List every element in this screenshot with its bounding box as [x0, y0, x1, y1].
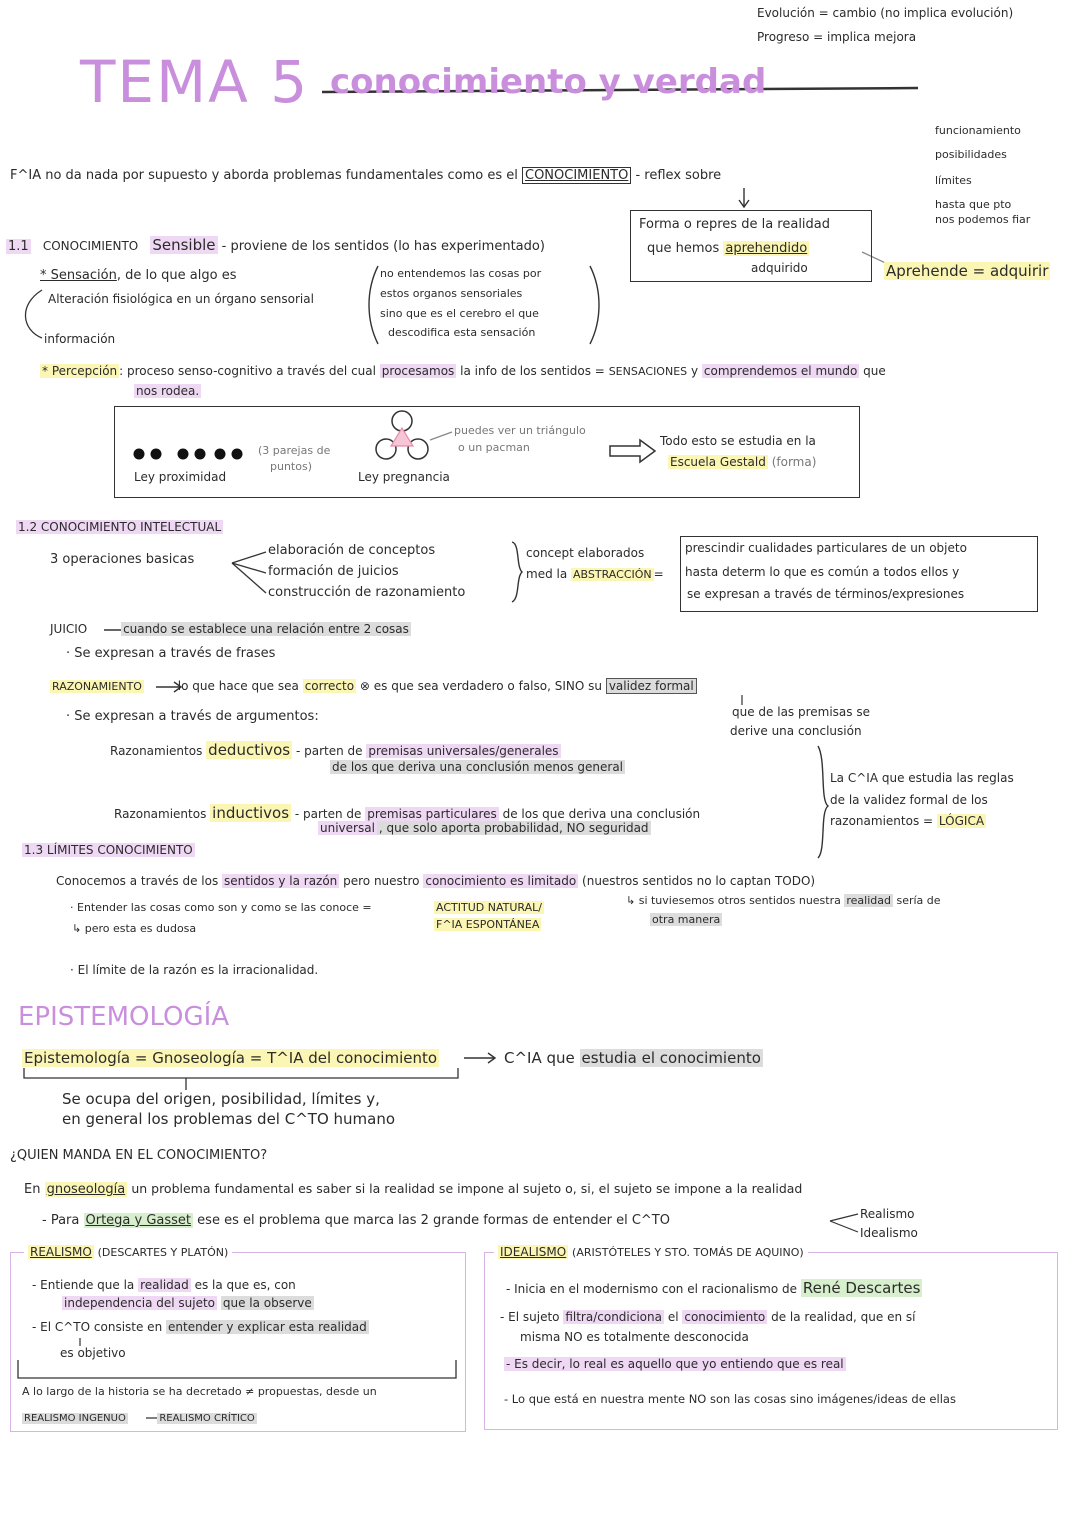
actitud-espontanea: [434, 918, 541, 931]
realismo-word: Realismo: [860, 1207, 915, 1221]
intro-text: F^IA no da nada por supuesto y aborda problemas fundamentales como es el: [10, 168, 518, 183]
ley-pregnancia: Ley pregnancia: [358, 470, 450, 484]
sentidos-razon: sentidos y la razón: [224, 874, 338, 888]
sensacion-rest: , de lo que algo es: [116, 268, 237, 283]
ideal-b1a: - Inicia en el modernismo con el racionalismo de: [506, 1282, 798, 1296]
juicio-frases: · Se expresan a través de frases: [66, 646, 276, 661]
ded-e: de los que deriva una conclusión menos general: [332, 760, 624, 774]
conocimiento-word: CONOCIMIENTO: [522, 167, 631, 184]
operaciones-text: 3 operaciones basicas: [50, 552, 195, 567]
side-note: hasta que pto: [935, 198, 1012, 211]
ded-e-line: [330, 760, 625, 774]
limite-text: · El límite de la razón es la irracionalidad.: [70, 963, 319, 977]
perc-text-2: la info de los sentidos =: [460, 364, 605, 378]
note-progreso: Progreso = implica mejora: [757, 30, 917, 44]
en-word: En: [24, 1182, 41, 1197]
ley-proximidad: Ley proximidad: [134, 470, 227, 484]
universal-word: universal: [320, 821, 375, 835]
perc-text-5: [134, 384, 201, 398]
concept-text-2: med la ABSTRACCIÓN =: [526, 567, 664, 581]
ocupa-line: Se ocupa del origen, posibilidad, límites y,: [62, 1090, 380, 1108]
razonamiento-word: RAZONAMIENTO: [52, 680, 142, 693]
realismo-b2: [32, 1320, 369, 1334]
procesamos-word: procesamos: [381, 364, 455, 378]
s13-title: [22, 843, 195, 857]
ind-a: Razonamientos: [114, 807, 207, 821]
intro-line: [10, 168, 721, 184]
ocupa-line: en general los problemas del C^TO humano: [62, 1110, 396, 1128]
side-note: límites: [935, 174, 972, 187]
percepcion-line: [40, 364, 886, 378]
realismo-ingenuo: REALISMO INGENUO: [24, 1413, 126, 1424]
otra-manera: otra manera: [652, 913, 721, 926]
operacion-item: construcción de razonamiento: [268, 585, 466, 600]
concept-text: concept elaborados: [526, 546, 645, 560]
perc-text-1: : proceso senso-cognitivo a través del cual: [119, 364, 376, 378]
logica-text: razonamientos =: [830, 814, 934, 828]
gnoseo-line: [24, 1181, 802, 1198]
aprehende-def: [884, 262, 1050, 280]
informacion-text: información: [44, 332, 116, 346]
actitud-natural: [434, 901, 544, 914]
realismo-title: [24, 1245, 232, 1259]
operacion-item: elaboración de conceptos: [268, 543, 436, 558]
s13-a: Conocemos a través de los: [56, 874, 219, 888]
idealismo-title-text: IDEALISMO: [500, 1245, 567, 1259]
dudosa-text: ↳ pero esta es dudosa: [72, 922, 197, 935]
independencia: independencia del sujeto: [64, 1296, 216, 1310]
idealismo-b1: [506, 1279, 922, 1297]
side-note: posibilidades: [935, 148, 1007, 161]
rene-descartes: René Descartes: [802, 1279, 921, 1297]
sensacion-line: [40, 268, 236, 284]
forma-box: [630, 210, 872, 282]
gnoseologia-word: gnoseología: [46, 1182, 126, 1197]
note-evolucion: Evolución = cambio (no implica evolución): [757, 6, 1014, 20]
logica-line: La C^IA que estudia las reglas: [830, 771, 1014, 785]
premisas-universales: premisas universales/generales: [368, 744, 559, 758]
parejas-text: puntos): [270, 460, 312, 473]
realismo-title-text: REALISMO: [30, 1245, 92, 1259]
s11-def: - proviene de los sentidos (lo has experimentado): [221, 239, 545, 254]
abstraccion-word: ABSTRACCIÓN: [573, 568, 652, 581]
validez-formal: validez formal: [606, 678, 697, 694]
deductivos-line: [110, 741, 561, 759]
epist-cia: [504, 1049, 763, 1067]
idealismo-b3: [504, 1357, 846, 1371]
ingenuo-critico: [22, 1411, 257, 1425]
box-line-1: Forma o repres de la realidad: [639, 217, 831, 232]
ideal-b2e: de la realidad, que en sí: [771, 1310, 916, 1324]
percepcion-word: * Percepción: [42, 364, 118, 378]
perc-text-3: y: [690, 364, 699, 378]
perc-text-4: que: [863, 364, 886, 378]
s11-label: CONOCIMIENTO: [42, 239, 139, 253]
estudia-text: estudia el conocimiento: [581, 1049, 761, 1067]
escuela-gestald: Escuela Gestald: [670, 455, 766, 469]
juicio-line: [50, 622, 411, 636]
cia-text: C^IA que: [504, 1049, 575, 1067]
argumentos-text: · Se expresan a través de argumentos:: [66, 709, 319, 724]
realismo-critico: REALISMO CRÍTICO: [159, 1413, 255, 1424]
s12-title-text: 1.2 CONOCIMIENTO INTELECTUAL: [18, 520, 222, 534]
escuela-line: [668, 455, 816, 469]
reflex-text: - reflex sobre: [635, 168, 722, 183]
real-b2a: - El C^TO consiste en: [32, 1320, 163, 1334]
nos-rodea: nos rodea.: [136, 384, 200, 398]
sensacion-word: * Sensación: [40, 268, 117, 283]
sensible-word: Sensible: [152, 236, 216, 254]
ortega-line: [42, 1213, 670, 1229]
realidad-word: realidad: [140, 1278, 189, 1292]
realidad-word: realidad: [846, 894, 891, 907]
title-tema: TEMA 5: [80, 48, 310, 116]
realismo-b1-2: [62, 1296, 314, 1310]
aprehende-text: Aprehende = adquirir: [886, 262, 1049, 280]
epist-eq: [22, 1049, 439, 1067]
objetivo-text: es objetivo: [60, 1346, 126, 1360]
historia-text: A lo largo de la historia se ha decretado ≠ propuestas, desde un: [22, 1385, 377, 1398]
logica-line: de la validez formal de los: [830, 793, 988, 807]
triangulo-text: puedes ver un triángulo: [454, 424, 586, 437]
box-line-2a: que hemos: [647, 241, 720, 256]
logica-line-3: [830, 814, 986, 828]
paren-line: sino que es el cerebro el que: [380, 307, 539, 320]
operacion-item: formación de juicios: [268, 564, 399, 579]
abstraccion-box: [680, 536, 1038, 612]
actitud-2: F^IA ESPONTÁNEA: [436, 918, 540, 931]
s13-e: (nuestros sentidos no lo captan TODO): [582, 874, 816, 888]
comprendemos-word: comprendemos el mundo: [703, 364, 858, 378]
ortega-gasset: Ortega y Gasset: [85, 1213, 192, 1228]
ideal-b2c: el: [667, 1310, 679, 1324]
actitud-1: ACTITUD NATURAL/: [436, 901, 542, 914]
deductivos-word: deductivos: [208, 741, 291, 759]
juicio-word: JUICIO: [50, 622, 88, 636]
razonamiento-line: [50, 679, 697, 693]
idealismo-authors: (ARISTÓTELES Y STO. TOMÁS DE AQUINO): [572, 1246, 804, 1259]
aprehendido-word: aprehendido: [725, 241, 808, 256]
real-b1a: - Entiende que la: [32, 1278, 135, 1292]
triangulo-text: o un pacman: [458, 441, 530, 454]
side-note: funcionamiento: [935, 124, 1021, 137]
ded-c: - parten de: [295, 744, 363, 758]
ind-f-line: [318, 821, 651, 835]
real-b2b: entender y explicar esta realidad: [168, 1320, 367, 1334]
real-b1e: que la observe: [222, 1296, 312, 1310]
epist-eq-text: Epistemología = Gnoseología = T^IA del conocimiento: [24, 1049, 438, 1067]
s12-title: [16, 520, 223, 534]
alteracion-text: Alteración fisiológica en un órgano sensorial: [48, 292, 314, 306]
realismo-b1: [32, 1278, 296, 1292]
epist-heading: EPISTEMOLOGÍA: [18, 1002, 230, 1032]
validez-expl: que de las premisas se: [732, 705, 870, 719]
sensation-curve: [25, 290, 42, 338]
abstraccion-box-line: hasta determ lo que es común a todos ellos y: [685, 565, 960, 579]
ind-c: - parten de: [294, 807, 362, 821]
para-rest: ese es el problema que marca las 2 grande formas de entender el C^TO: [197, 1213, 670, 1228]
conocimiento-word: conocimiento: [684, 1310, 766, 1324]
logica-word: LÓGICA: [938, 814, 985, 828]
inductivos-line: [114, 804, 700, 822]
real-b1c: es la que es, con: [194, 1278, 296, 1292]
para-word: - Para: [42, 1213, 80, 1228]
s13-line: [56, 874, 815, 888]
idealismo-title: [494, 1245, 808, 1259]
entender-text: · Entender las cosas como son y como se las conoce =: [70, 901, 372, 914]
ded-a: Razonamientos: [110, 744, 203, 758]
ideal-b2a: - El sujeto: [500, 1310, 560, 1324]
box-line-2: [647, 241, 809, 257]
inductivos-word: inductivos: [212, 804, 290, 822]
ind-g: , que solo aporta probabilidad, NO seguridad: [378, 821, 649, 835]
premisas-particulares: premisas particulares: [367, 807, 497, 821]
realismo-authors: (DESCARTES Y PLATÓN): [97, 1246, 229, 1259]
box-line-3: adquirido: [751, 261, 808, 275]
side-note: nos podemos fiar: [935, 213, 1031, 226]
idealismo-b2: [500, 1310, 916, 1324]
fund-text: un problema fundamental es saber si la realidad se impone al sujeto o, si, el sujeto se impone a la realidad: [131, 1181, 803, 1196]
s13-c: pero nuestro: [343, 874, 420, 888]
s11-heading: [6, 236, 545, 255]
idealismo-word: Idealismo: [860, 1226, 918, 1240]
sentidos-1: ↳ si tuviesemos otros sentidos nuestra: [626, 894, 841, 907]
correcto-word: correcto: [304, 679, 355, 693]
title-rest: conocimiento y verdad: [330, 62, 767, 102]
ideal-b3: - Es decir, lo real es aquello que yo entiendo que es real: [506, 1357, 844, 1371]
s11-num: 1.1: [8, 239, 29, 254]
paren-line: no entendemos las cosas por: [380, 267, 542, 280]
med-la: med la: [526, 567, 568, 581]
conocimiento-limitado: conocimiento es limitado: [425, 874, 577, 888]
paren-line: descodifica esta sensación: [388, 326, 536, 339]
quien-manda: ¿QUIEN MANDA EN EL CONOCIMIENTO?: [10, 1148, 268, 1163]
ideal-b4: - Lo que está en nuestra mente NO son las cosas sino imágenes/ideas de ellas: [504, 1392, 956, 1406]
sentidos-2: sería de: [896, 894, 941, 907]
abstraccion-box-line: se expresan a través de términos/expresiones: [687, 587, 965, 601]
validez-expl: derive una conclusión: [730, 724, 862, 738]
sensaciones-word: SENSACIONES: [608, 365, 688, 378]
ind-e: de los que deriva una conclusión: [502, 807, 701, 821]
sentidos-line-3: [650, 913, 722, 926]
s13-title-text: 1.3 LÍMITES CONOCIMIENTO: [24, 843, 193, 857]
abstraccion-box-line: prescindir cualidades particulares de un objeto: [685, 541, 967, 555]
sentidos-line: [626, 894, 941, 907]
paren-line: estos organos sensoriales: [380, 287, 523, 300]
raz-text-1: lo que hace que sea: [177, 679, 299, 693]
parejas-text: (3 parejas de: [258, 444, 331, 457]
ideal-b2f: misma NO es totalmente desconocida: [520, 1330, 749, 1344]
filtra-condiciona: filtra/condiciona: [565, 1310, 662, 1324]
raz-text-2: ⊗ es que sea verdadero o falso, SINO su: [359, 679, 602, 693]
todo-text: Todo esto se estudia en la: [660, 434, 816, 448]
juicio-def: cuando se establece una relación entre 2 cosas: [123, 622, 409, 636]
forma-text: (forma): [771, 455, 817, 469]
